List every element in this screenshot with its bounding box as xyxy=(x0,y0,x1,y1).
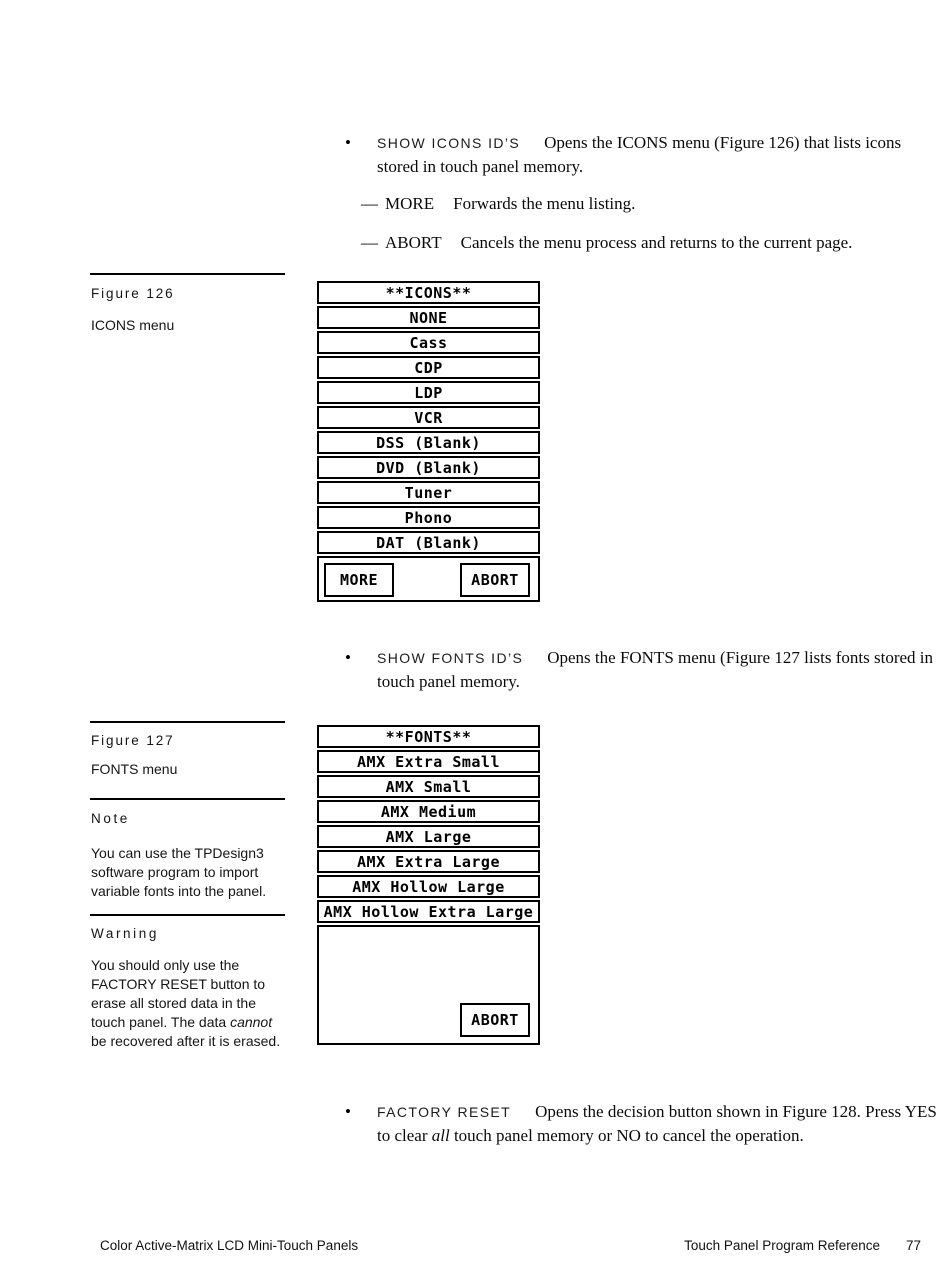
menu-row: VCR xyxy=(317,406,540,429)
figure-126-label: Figure 126 xyxy=(91,286,175,301)
footer-left: Color Active-Matrix LCD Mini-Touch Panels xyxy=(100,1238,359,1253)
fonts-menu-title: **FONTS** xyxy=(317,725,540,748)
paragraph-show-icons xyxy=(377,131,943,179)
paragraph-factory-reset xyxy=(377,1100,947,1148)
figure-127-rule xyxy=(90,721,285,723)
menu-row: DSS (Blank) xyxy=(317,431,540,454)
sub-desc-more: Forwards the menu listing. xyxy=(453,194,636,213)
warning-rule xyxy=(90,914,285,916)
warning-italic-word: cannot xyxy=(230,1014,273,1030)
term-factory-reset: FACTORY RESET xyxy=(377,1104,512,1120)
icons-menu-title: **ICONS** xyxy=(317,281,540,304)
figure-126-caption: ICONS menu xyxy=(91,317,175,333)
note-text: You can use the TPDesign3 software program to import variable fonts into the panel. xyxy=(91,845,267,899)
sub-term-abort: ABORT xyxy=(385,233,442,252)
figure-127-label: Figure 127 xyxy=(91,733,175,748)
desc-show-fonts: Opens the FONTS menu (Figure 127 lists fonts stored in touch panel memory. xyxy=(377,648,934,691)
icons-menu-button-row xyxy=(317,556,540,602)
fonts-menu-empty-area xyxy=(317,925,540,1045)
more-button: MORE xyxy=(324,563,394,597)
dash-glyph: — xyxy=(361,233,378,252)
footer-right: Touch Panel Program Reference xyxy=(684,1238,880,1253)
term-show-fonts: SHOW FONTS ID’S xyxy=(377,650,524,666)
icons-menu xyxy=(317,281,540,602)
term-show-icons: SHOW ICONS ID’S xyxy=(377,135,521,151)
menu-row: AMX Small xyxy=(317,775,540,798)
menu-row: DAT (Blank) xyxy=(317,531,540,554)
menu-row: AMX Medium xyxy=(317,800,540,823)
menu-row: AMX Large xyxy=(317,825,540,848)
menu-row: DVD (Blank) xyxy=(317,456,540,479)
menu-row: NONE xyxy=(317,306,540,329)
figure-126-rule xyxy=(90,273,285,275)
warning-text xyxy=(91,956,283,1051)
fonts-menu xyxy=(317,725,540,1045)
sub-desc-abort: Cancels the menu process and returns to the current page. xyxy=(460,233,853,252)
sub-term-more: MORE xyxy=(385,194,435,213)
bullet-marker: • xyxy=(345,133,351,152)
sub-item-more xyxy=(361,192,635,216)
menu-row: Phono xyxy=(317,506,540,529)
menu-row: AMX Hollow Large xyxy=(317,875,540,898)
desc-factory-italic: all xyxy=(431,1126,450,1145)
desc-factory-start: Opens the decision button shown in Figure 128. Press YES to clear xyxy=(377,1102,937,1145)
menu-row: Tuner xyxy=(317,481,540,504)
figure-127-caption: FONTS menu xyxy=(91,761,178,777)
abort-button: ABORT xyxy=(460,1003,530,1037)
menu-row: Cass xyxy=(317,331,540,354)
menu-row: CDP xyxy=(317,356,540,379)
bullet-marker: • xyxy=(345,648,351,667)
warning-text-start: You should only use the FACTORY RESET button to erase all stored data in the touch panel. The data xyxy=(91,957,266,1030)
paragraph-show-fonts xyxy=(377,646,943,694)
menu-row: AMX Hollow Extra Large xyxy=(317,900,540,923)
menu-row: AMX Extra Small xyxy=(317,750,540,773)
note-label: Note xyxy=(91,811,130,826)
desc-factory-end: touch panel memory or NO to cancel the operation. xyxy=(449,1126,804,1145)
page-number: 77 xyxy=(905,1238,921,1253)
menu-row: AMX Extra Large xyxy=(317,850,540,873)
warning-text-end: be recovered after it is erased. xyxy=(91,1033,281,1049)
note-rule xyxy=(90,798,285,800)
warning-label: Warning xyxy=(91,926,159,941)
desc-show-icons: Opens the ICONS menu (Figure 126) that lists icons stored in touch panel memory. xyxy=(377,133,902,176)
menu-row: LDP xyxy=(317,381,540,404)
bullet-marker: • xyxy=(345,1102,351,1121)
sub-item-abort xyxy=(361,231,852,255)
abort-button: ABORT xyxy=(460,563,530,597)
dash-glyph: — xyxy=(361,194,378,213)
